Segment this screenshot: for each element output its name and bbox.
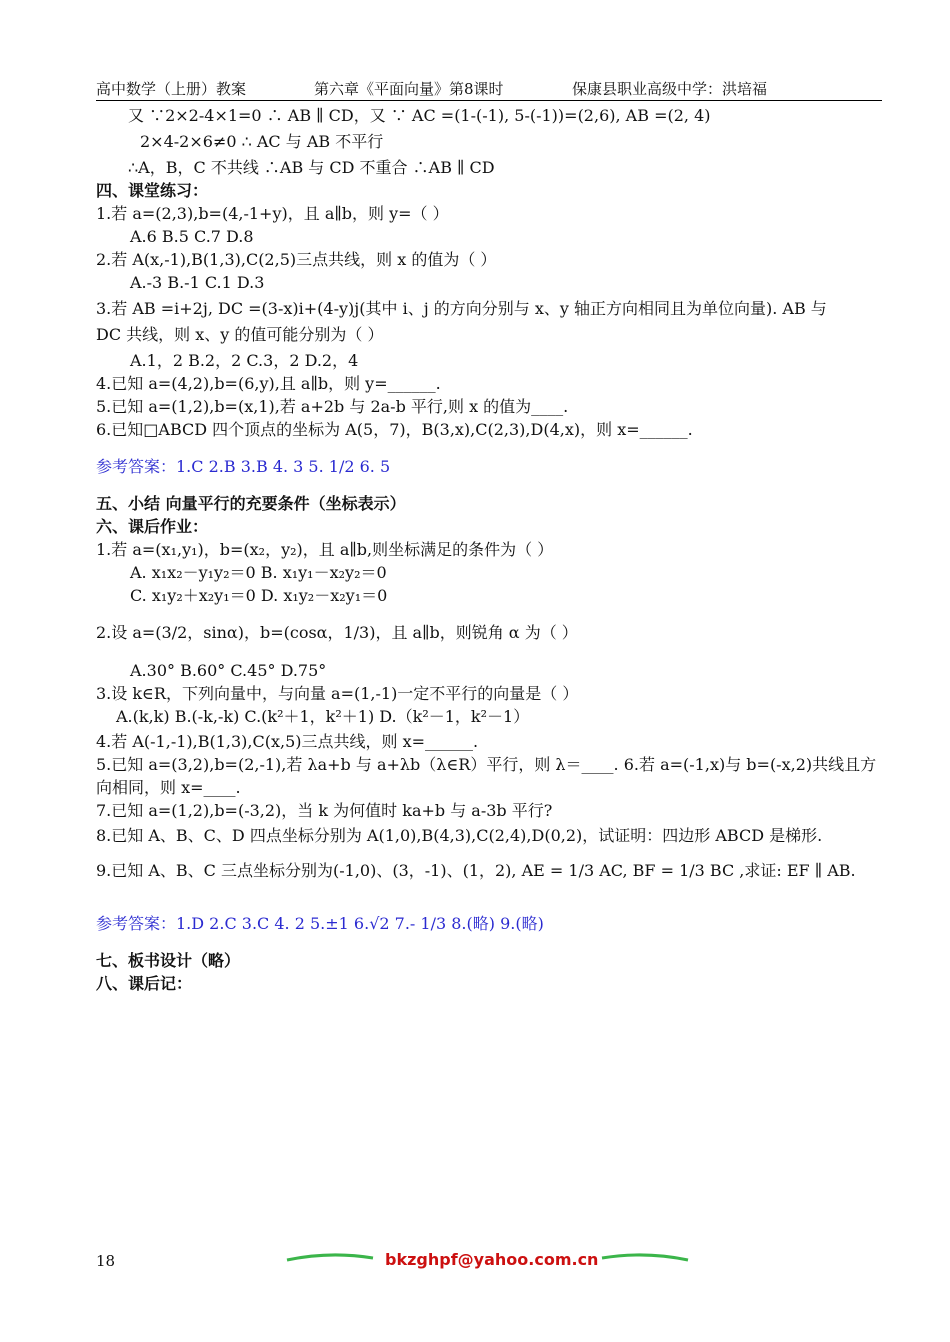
- swoosh-right-icon: [600, 1253, 690, 1263]
- question-line: 5.已知 a=(1,2),b=(x,1),若 a+2b 与 2a-b 平行,则 x 的值为____.: [96, 397, 569, 416]
- text-line: 又 ∵2×2-4×1=0 ∴ AB ∥ CD，又 ∵ AC =(1-(-1), 5-(-1))=(2,6), AB =(2, 4): [128, 106, 711, 125]
- question-line: 2.若 A(x,-1),B(1,3),C(2,5)三点共线，则 x 的值为（ ）: [96, 250, 497, 269]
- section-heading: 五、小结 向量平行的充要条件（坐标表示）: [96, 494, 406, 513]
- question-line: 4.已知 a=(4,2),b=(6,y),且 a∥b，则 y=______.: [96, 374, 441, 393]
- header-right: 保康县职业高级中学：洪培福: [572, 80, 768, 98]
- question-line: 1.若 a=(x₁,y₁)，b=(x₂，y₂)，且 a∥b,则坐标满足的条件为（ ）: [96, 540, 554, 559]
- question-line: 4.若 A(-1,-1),B(1,3),C(x,5)三点共线，则 x=______.: [96, 732, 479, 751]
- question-line: 5.已知 a=(3,2),b=(2,-1),若 λa+b 与 a+λb（λ∈R）平行，则 λ＝____. 6.若 a=(-1,x)与 b=(-x,2)共线且方: [96, 755, 877, 774]
- header-center: 第六章《平面向量》第8课时: [314, 80, 504, 98]
- question-line: 9.已知 A、B、C 三点坐标分别为(-1,0)、(3，-1)、(1，2), AE = 1/3 AC, BF = 1/3 BC ,求证: EF ∥ AB.: [96, 861, 856, 880]
- choice-line: A.1，2 B.2，2 C.3，2 D.2，4: [130, 351, 359, 370]
- section-heading: 六、课后作业：: [96, 517, 209, 536]
- page-header: [96, 78, 882, 101]
- swoosh-left-icon: [285, 1253, 375, 1263]
- text-line: ∴A，B，C 不共线 ∴AB 与 CD 不重合 ∴AB ∥ CD: [128, 158, 495, 177]
- choice-line: A.6 B.5 C.7 D.8: [130, 227, 254, 246]
- header-left: 高中数学（上册）教案: [96, 80, 247, 98]
- answer-key: 参考答案：1.D 2.C 3.C 4. 2 5.±1 6.√2 7.- 1/3 8.(略) 9.(略): [96, 914, 544, 933]
- section-heading: 八、课后记：: [96, 974, 193, 993]
- answer-key: 参考答案：1.C 2.B 3.B 4. 3 5. 1/2 6. 5: [96, 457, 391, 476]
- choice-line: C. x₁y₂＋x₂y₁＝0 D. x₁y₂－x₂y₁＝0: [130, 586, 388, 605]
- footer-email: bkzghpf@yahoo.com.cn: [385, 1250, 599, 1269]
- question-line: 3.若 AB =i+2j, DC =(3-x)i+(4-y)j(其中 i、j 的方向分别与 x、y 轴正方向相同且为单位向量). AB 与: [96, 299, 827, 318]
- choice-line: A. x₁x₂－y₁y₂＝0 B. x₁y₁－x₂y₂＝0: [130, 563, 387, 582]
- question-line: 6.已知□ABCD 四个顶点的坐标为 A(5，7)，B(3,x),C(2,3),D(4,x)，则 x=______.: [96, 420, 693, 439]
- choice-line: A.-3 B.-1 C.1 D.3: [130, 273, 265, 292]
- question-line: 向相同，则 x=____.: [96, 778, 241, 797]
- text-line: 2×4-2×6≠0 ∴ AC 与 AB 不平行: [140, 132, 384, 151]
- question-line: 1.若 a=(2,3),b=(4,-1+y)，且 a∥b，则 y=（ ）: [96, 204, 449, 223]
- choice-line: A.30° B.60° C.45° D.75°: [130, 661, 327, 680]
- section-heading: 四、课堂练习：: [96, 181, 209, 200]
- choice-line: A.(k,k) B.(-k,-k) C.(k²＋1，k²＋1) D.（k²－1，k²－1）: [116, 707, 530, 726]
- question-line: DC 共线，则 x、y 的值可能分别为（ ）: [96, 325, 384, 344]
- section-heading: 七、板书设计（略）: [96, 951, 241, 970]
- question-line: 2.设 a=(3/2，sinα)，b=(cosα，1/3)，且 a∥b，则锐角 α 为（ ）: [96, 623, 578, 642]
- question-line: 3.设 k∈R，下列向量中，与向量 a=(1,-1)一定不平行的向量是（ ）: [96, 684, 579, 703]
- page-number: 18: [96, 1252, 116, 1270]
- question-line: 7.已知 a=(1,2),b=(-3,2)，当 k 为何值时 ka+b 与 a-3b 平行?: [96, 801, 553, 820]
- question-line: 8.已知 A、B、C、D 四点坐标分别为 A(1,0),B(4,3),C(2,4),D(0,2)，试证明：四边形 ABCD 是梯形.: [96, 826, 823, 845]
